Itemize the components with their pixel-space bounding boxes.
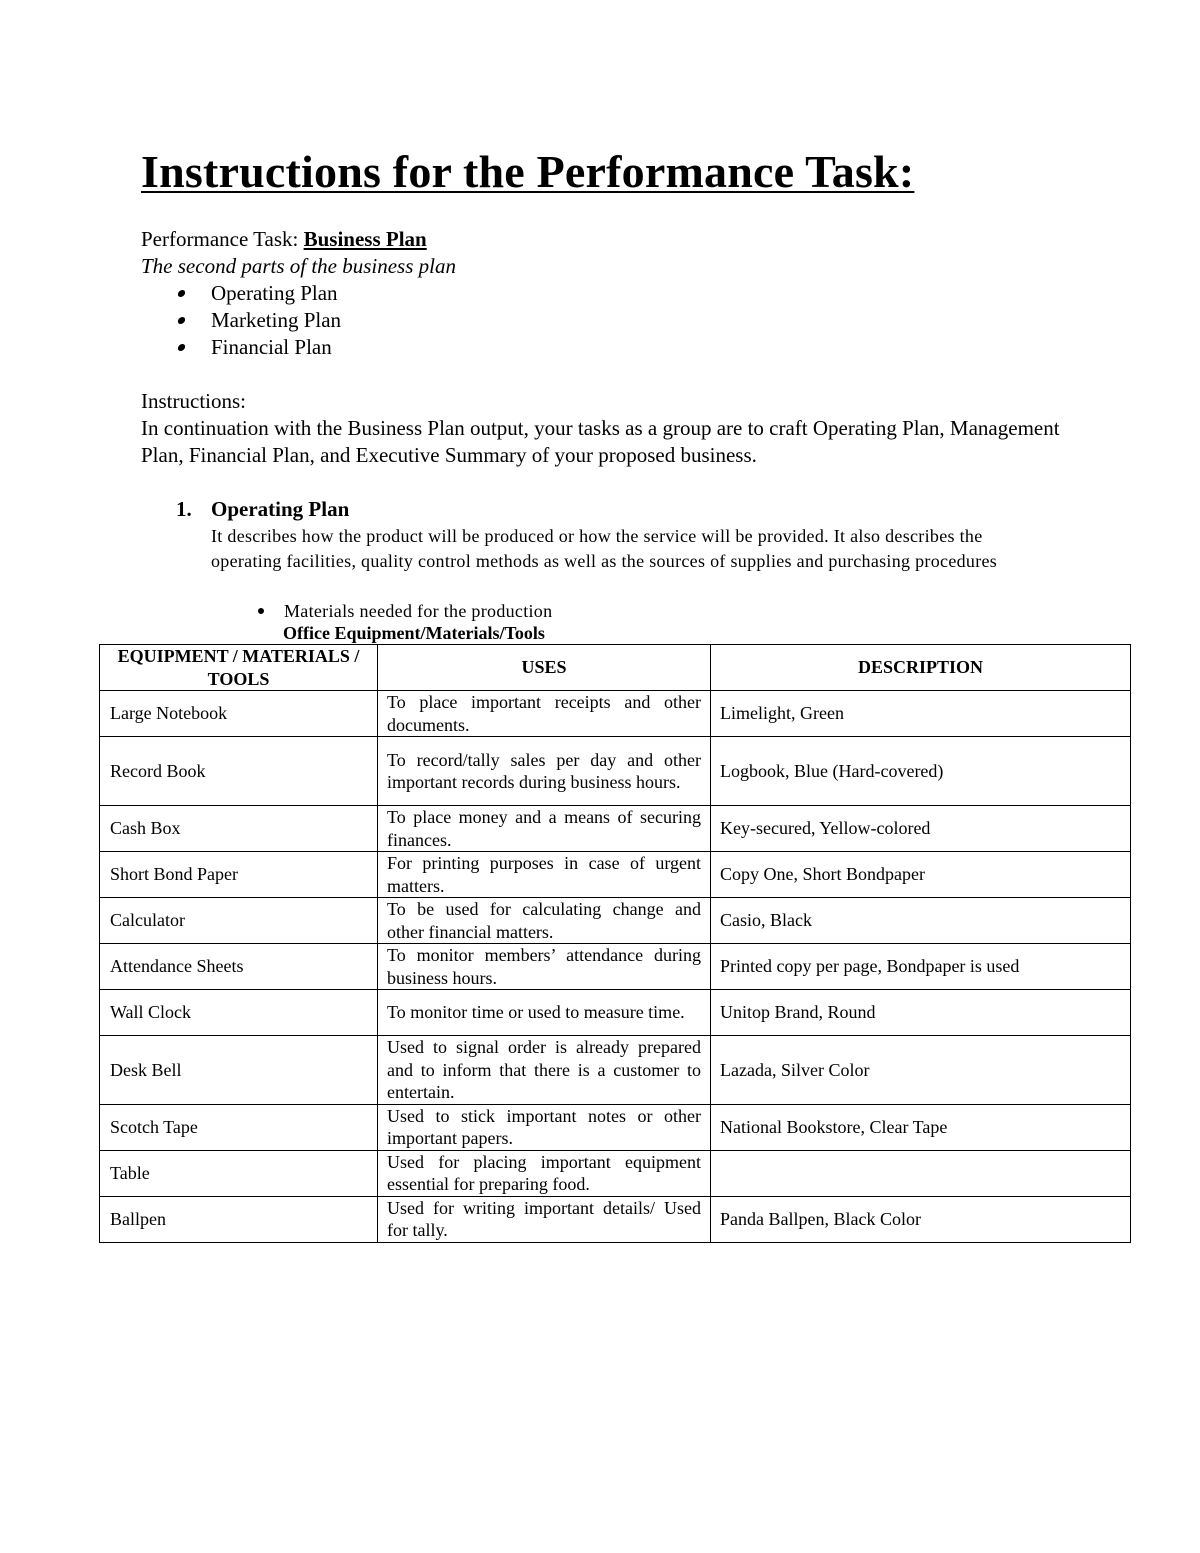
list-item: Marketing Plan bbox=[178, 307, 341, 334]
cell-description: Panda Ballpen, Black Color bbox=[711, 1196, 1131, 1242]
cell-item: Desk Bell bbox=[100, 1036, 378, 1105]
cell-item: Short Bond Paper bbox=[100, 852, 378, 898]
cell-item: Record Book bbox=[100, 737, 378, 806]
cell-uses: Used for placing important equipment essential for preparing food. bbox=[378, 1150, 711, 1196]
cell-item: Attendance Sheets bbox=[100, 944, 378, 990]
cell-uses: For printing purposes in case of urgent matters. bbox=[378, 852, 711, 898]
cell-uses: To record/tally sales per day and other important records during business hours. bbox=[378, 737, 711, 806]
bullet-icon bbox=[258, 608, 264, 614]
cell-description: Copy One, Short Bondpaper bbox=[711, 852, 1131, 898]
list-item: Financial Plan bbox=[178, 334, 341, 361]
cell-item: Large Notebook bbox=[100, 691, 378, 737]
cell-uses: Used to stick important notes or other important papers. bbox=[378, 1104, 711, 1150]
section-title: Operating Plan bbox=[211, 497, 350, 521]
cell-item: Calculator bbox=[100, 898, 378, 944]
section-heading bbox=[176, 496, 349, 522]
materials-bullet-text: Materials needed for the production bbox=[284, 601, 553, 621]
column-header-uses: USES bbox=[378, 645, 711, 691]
table-row bbox=[100, 1150, 1131, 1196]
cell-description: National Bookstore, Clear Tape bbox=[711, 1104, 1131, 1150]
table-row bbox=[100, 1196, 1131, 1242]
list-item: Operating Plan bbox=[178, 280, 341, 307]
table-row bbox=[100, 1036, 1131, 1105]
cell-uses: Used for writing important details/ Used for tally. bbox=[378, 1196, 711, 1242]
section-description: It describes how the product will be produced or how the service will be provided. It also describes the operating facilities, quality control methods as well as the sources of supplies and purchasing procedures bbox=[211, 526, 998, 571]
cell-item: Table bbox=[100, 1150, 378, 1196]
cell-uses: To monitor members’ attendance during business hours. bbox=[378, 944, 711, 990]
cell-item: Wall Clock bbox=[100, 990, 378, 1036]
cell-description: Lazada, Silver Color bbox=[711, 1036, 1131, 1105]
cell-item: Cash Box bbox=[100, 806, 378, 852]
equipment-table bbox=[99, 644, 1131, 1243]
performance-task-line bbox=[141, 226, 427, 253]
table-row bbox=[100, 737, 1131, 806]
bullet-icon bbox=[177, 344, 186, 351]
cell-description: Logbook, Blue (Hard-covered) bbox=[711, 737, 1131, 806]
table-row bbox=[100, 898, 1131, 944]
cell-uses: To place important receipts and other documents. bbox=[378, 691, 711, 737]
table-row bbox=[100, 806, 1131, 852]
column-header-equipment: EQUIPMENT / MATERIALS / TOOLS bbox=[100, 645, 378, 691]
cell-item: Ballpen bbox=[100, 1196, 378, 1242]
performance-task-label: Performance Task: bbox=[141, 227, 304, 251]
table-row bbox=[100, 944, 1131, 990]
section-operating-plan bbox=[176, 496, 998, 571]
section-number: 1. bbox=[176, 497, 192, 521]
column-header-description: DESCRIPTION bbox=[711, 645, 1131, 691]
bullet-icon bbox=[177, 317, 186, 324]
cell-uses: To be used for calculating change and other financial matters. bbox=[378, 898, 711, 944]
table-body bbox=[100, 691, 1131, 1243]
subtitle: The second parts of the business plan bbox=[141, 254, 456, 278]
materials-bullet bbox=[258, 599, 552, 623]
performance-task-value: Business Plan bbox=[303, 227, 427, 251]
table-caption: Office Equipment/Materials/Tools bbox=[283, 623, 545, 643]
table-row bbox=[100, 852, 1131, 898]
table-row bbox=[100, 1104, 1131, 1150]
cell-description: Casio, Black bbox=[711, 898, 1131, 944]
instructions-label: Instructions: bbox=[141, 389, 246, 413]
table-row bbox=[100, 990, 1131, 1036]
cell-uses: Used to signal order is already prepared and to inform that there is a customer to entertain. bbox=[378, 1036, 711, 1105]
cell-description: Printed copy per page, Bondpaper is used bbox=[711, 944, 1131, 990]
page-title: Instructions for the Performance Task: bbox=[141, 146, 915, 197]
table-header-row bbox=[100, 645, 1131, 691]
cell-uses: To monitor time or used to measure time. bbox=[378, 990, 711, 1036]
instructions-text: In continuation with the Business Plan output, your tasks as a group are to craft Operating Plan, Management Plan, Financial Plan, and Executive Summary of your proposed business. bbox=[141, 416, 1060, 467]
parts-list bbox=[178, 280, 341, 361]
cell-item: Scotch Tape bbox=[100, 1104, 378, 1150]
cell-description: Unitop Brand, Round bbox=[711, 990, 1131, 1036]
cell-description: Limelight, Green bbox=[711, 691, 1131, 737]
bullet-icon bbox=[177, 290, 186, 297]
table-row bbox=[100, 691, 1131, 737]
cell-description: Key-secured, Yellow-colored bbox=[711, 806, 1131, 852]
cell-description bbox=[711, 1150, 1131, 1196]
cell-uses: To place money and a means of securing finances. bbox=[378, 806, 711, 852]
